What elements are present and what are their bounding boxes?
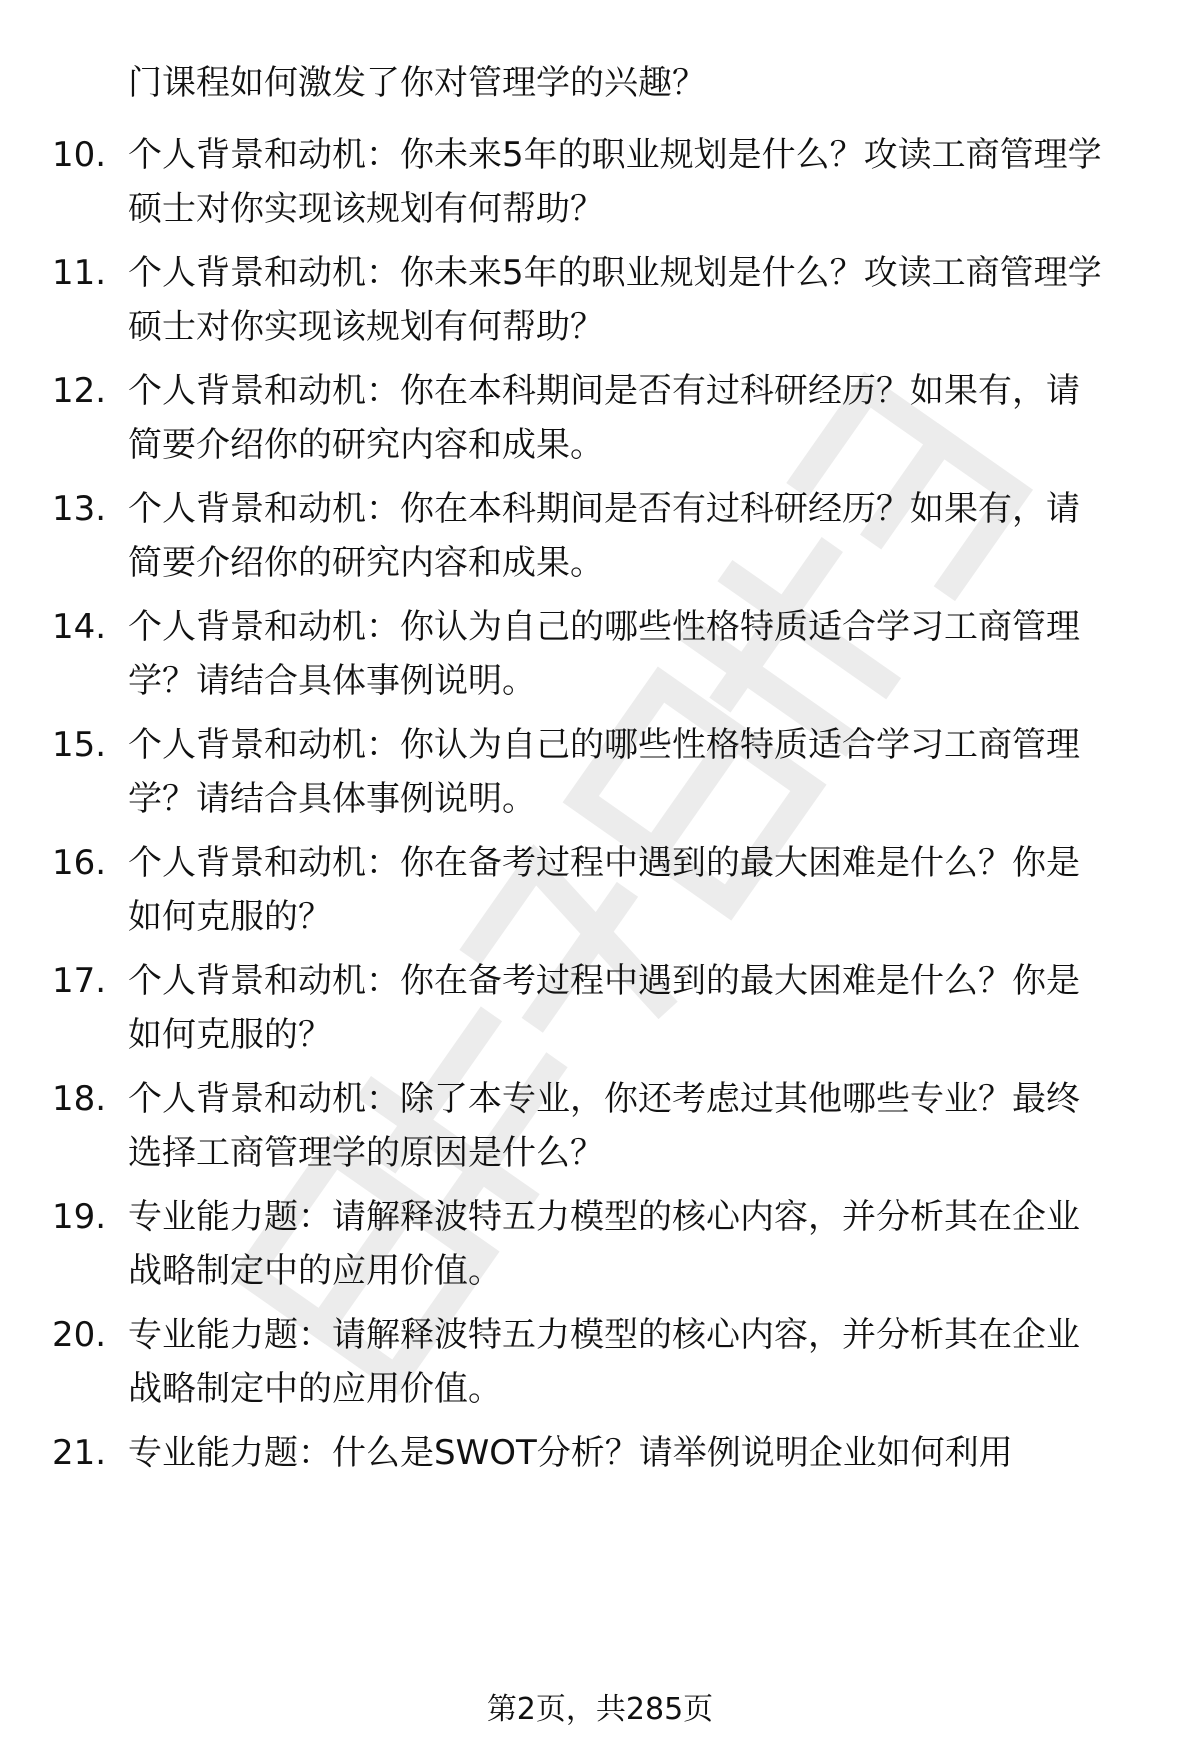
item-line: 硕士对你实现该规划有何帮助？ — [128, 189, 604, 229]
item-number: 19. — [52, 1197, 107, 1237]
item-text — [128, 1308, 1148, 1416]
list-item — [52, 600, 1152, 708]
item-text — [128, 364, 1148, 472]
item-text — [128, 954, 1148, 1062]
item-number: 14. — [52, 607, 107, 647]
item-line: 个人背景和动机：你在备考过程中遇到的最大困难是什么？你是 — [128, 961, 1080, 1001]
item-line: 战略制定中的应用价值。 — [128, 1369, 502, 1409]
list-item — [52, 364, 1152, 472]
item-line: 专业能力题：请解释波特五力模型的核心内容，并分析其在企业 — [128, 1315, 1080, 1355]
item-text — [128, 1426, 1148, 1480]
item-text — [128, 718, 1148, 826]
item-text — [128, 246, 1148, 354]
item-line: 选择工商管理学的原因是什么？ — [128, 1133, 604, 1173]
item-line: 专业能力题：什么是SWOT分析？请举例说明企业如何利用 — [128, 1433, 1013, 1473]
list-item — [52, 1308, 1152, 1416]
item-number: 21. — [52, 1433, 107, 1473]
item-number: 20. — [52, 1315, 107, 1355]
item-number: 12. — [52, 371, 107, 411]
list-item — [52, 836, 1152, 944]
list-item — [52, 954, 1152, 1062]
list-item — [52, 1190, 1152, 1298]
item-number: 11. — [52, 253, 107, 293]
item-line: 专业能力题：请解释波特五力模型的核心内容，并分析其在企业 — [128, 1197, 1080, 1237]
item-line: 如何克服的？ — [128, 1015, 332, 1055]
item-line: 个人背景和动机：你在备考过程中遇到的最大困难是什么？你是 — [128, 843, 1080, 883]
item-line: 学？请结合具体事例说明。 — [128, 779, 536, 819]
list-item — [52, 718, 1152, 826]
item-line: 简要介绍你的研究内容和成果。 — [128, 543, 604, 583]
list-item — [52, 482, 1152, 590]
item-text — [128, 1190, 1148, 1298]
item-line: 个人背景和动机：你未来5年的职业规划是什么？攻读工商管理学 — [128, 253, 1102, 293]
item-line: 个人背景和动机：你在本科期间是否有过科研经历？如果有，请 — [128, 371, 1080, 411]
item-line: 个人背景和动机：你认为自己的哪些性格特质适合学习工商管理 — [128, 607, 1080, 647]
list-item — [52, 246, 1152, 354]
item-text — [128, 128, 1148, 236]
item-text — [128, 482, 1148, 590]
item-line: 个人背景和动机：你在本科期间是否有过科研经历？如果有，请 — [128, 489, 1080, 529]
item-number: 18. — [52, 1079, 107, 1119]
list-item — [52, 1072, 1152, 1180]
item-number: 17. — [52, 961, 107, 1001]
item-number: 15. — [52, 725, 107, 765]
item-text — [128, 836, 1148, 944]
list-item — [52, 1426, 1152, 1480]
item-line: 学？请结合具体事例说明。 — [128, 661, 536, 701]
item-number: 16. — [52, 843, 107, 883]
item-line: 个人背景和动机：你认为自己的哪些性格特质适合学习工商管理 — [128, 725, 1080, 765]
item-line: 战略制定中的应用价值。 — [128, 1251, 502, 1291]
item-number: 13. — [52, 489, 107, 529]
item-number: 10. — [52, 135, 107, 175]
item-line: 如何克服的？ — [128, 897, 332, 937]
continuation-line: 门课程如何激发了你对管理学的兴趣？ — [128, 63, 706, 103]
item-line: 个人背景和动机：你未来5年的职业规划是什么？攻读工商管理学 — [128, 135, 1102, 175]
item-text — [128, 600, 1148, 708]
item-text — [128, 1072, 1148, 1180]
list-item — [52, 128, 1152, 236]
item-line: 硕士对你实现该规划有何帮助？ — [128, 307, 604, 347]
page-footer: 第2页，共285页 — [486, 1692, 714, 1727]
item-line: 简要介绍你的研究内容和成果。 — [128, 425, 604, 465]
item-line: 个人背景和动机：除了本专业，你还考虑过其他哪些专业？最终 — [128, 1079, 1080, 1119]
